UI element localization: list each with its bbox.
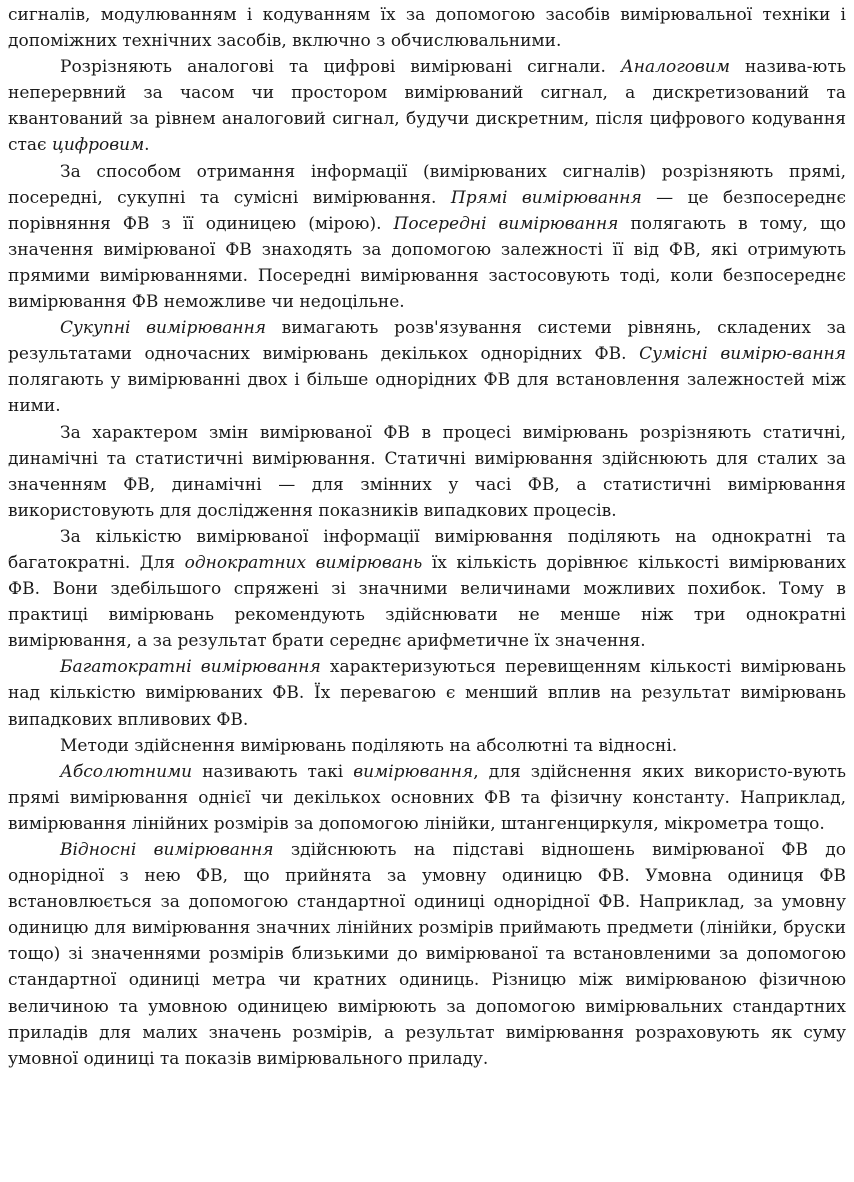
text-run: здійснюють на підставі відношень вимірюваної ФВ до однорідної з нею ФВ, що прийнята за умовну одиницю ФВ. Умовна одиниця ФВ встановлюється за допомогою стандартної одиниці однорідної ФВ. Наприклад, за умовну одиницю для вимірювання значних лінійних розмірів приймають предмети (лінійки, бруски тощо) зі значеннями розмірів близькими до вимірюваної та встановленими за допомогою стандартної одиниці метра чи кратних одиниць. Різницю між вимірюваною фізичною величиною та умовною одиницею вимірюють за допомогою вимірювальних стандартних приладів для малих значень розмірів, а результат вимірювання розраховують як суму умовної одиниці та показів вимірювального приладу. bbox=[8, 840, 846, 1069]
italic-term: вимірювання bbox=[353, 761, 474, 782]
text-run: — це безпосереднє порівняння ФВ з її одиницею (мірою). bbox=[8, 187, 846, 234]
italic-term: Відносні вимірювання bbox=[60, 840, 274, 860]
text-run: За характером змін вимірюваної ФВ в процесі вимірювань розрізняють статичні, динамічні та статистичні вимірювання. Статичні вимірювання здійснюють для сталих за значенням ФВ, динамічні — для змінних у часі ФВ, а статистичні вимірювання використовують для дослідження показників випадкових процесів. bbox=[8, 422, 846, 521]
italic-term: Сумісні вимірю-вання bbox=[639, 344, 846, 365]
text-run: характеризуються перевищенням кількості вимірювань над кількістю вимірюваних ФВ. Їх перевагою є менший вплив на результат вимірювань випадкових впливових ФВ. bbox=[8, 657, 846, 730]
italic-term: Аналоговим bbox=[620, 57, 730, 78]
document-page bbox=[8, 2, 846, 1072]
text-run: . bbox=[144, 135, 150, 156]
text-run: назива-ють неперервний за часом чи простором вимірюваний сигнал, а дискретизований та квантований за рівнем аналоговий сигнал, будучи дискретним, після цифрового кодування стає bbox=[8, 57, 846, 156]
italic-term: Абсолютними bbox=[60, 761, 193, 782]
text-run: вимагають розв'язування системи рівнянь, складених за результатами одночасних вимірювань декількох однорідних ФВ. bbox=[8, 318, 847, 365]
italic-term: Багатократні вимірювання bbox=[60, 657, 321, 678]
text-run: сигналів, модулюванням і кодуванням їх за допомогою засобів вимірювальної техніки і допоміжних технічних засобів, включно з обчислювальними. bbox=[8, 5, 846, 52]
text-run: Методи здійснення вимірювань поділяють на абсолютні та відносні. bbox=[60, 735, 678, 756]
paragraph bbox=[8, 654, 846, 732]
paragraph bbox=[8, 733, 846, 759]
italic-term: Прямі вимірювання bbox=[450, 187, 642, 208]
text-run: За кількістю вимірюваної інформації вимірювання поділяють на однократні та багатократні. Для bbox=[8, 526, 846, 573]
text-run: , для здійснення яких використо-вують прямі вимірювання однієї чи декількох основних ФВ та фізичну константу. Наприклад, вимірювання лінійних розмірів за допомогою лінійки, штангенциркуля, мікрометра тощо. bbox=[8, 761, 846, 834]
italic-term: однократних вимірювань bbox=[184, 552, 423, 573]
paragraph bbox=[8, 159, 846, 316]
italic-term: Посередні вимірювання bbox=[393, 213, 619, 234]
text-run: За способом отримання інформації (вимірюваних сигналів) розрізняють прямі, посередні, сукупні та сумісні вимірювання. bbox=[8, 161, 846, 208]
paragraph bbox=[8, 524, 846, 654]
paragraph bbox=[8, 837, 846, 1072]
paragraph bbox=[8, 759, 846, 837]
text-run: полягають у вимірюванні двох і більше однорідних ФВ для встановлення залежностей між ними. bbox=[8, 370, 846, 417]
text-run: Розрізняють аналогові та цифрові вимірювані сигнали. bbox=[60, 57, 621, 78]
paragraph bbox=[8, 54, 846, 158]
paragraph bbox=[8, 420, 846, 524]
text-run: їх кількість дорівнює кількості вимірюваних ФВ. Вони здебільшого спряжені зі значними величинами можливих похибок. Тому в практиці вимірювань рекомендують здійснювати не менше ніж три однократні вимірювання, а за результат брати середнє арифметичне їх значення. bbox=[8, 552, 846, 652]
italic-term: цифровим bbox=[52, 135, 145, 156]
text-run: полягають в тому, що значення вимірюваної ФВ знаходять за допомогою залежності її від ФВ, які отримують прямими вимірюваннями. Посередні вимірювання застосовують тоді, коли безпосереднє вимірювання ФВ неможливе чи недоцільне. bbox=[8, 213, 846, 313]
paragraph bbox=[8, 315, 846, 419]
paragraph bbox=[8, 2, 846, 54]
italic-term: Сукупні вимірювання bbox=[60, 318, 267, 339]
text-run: називають такі bbox=[192, 761, 354, 782]
